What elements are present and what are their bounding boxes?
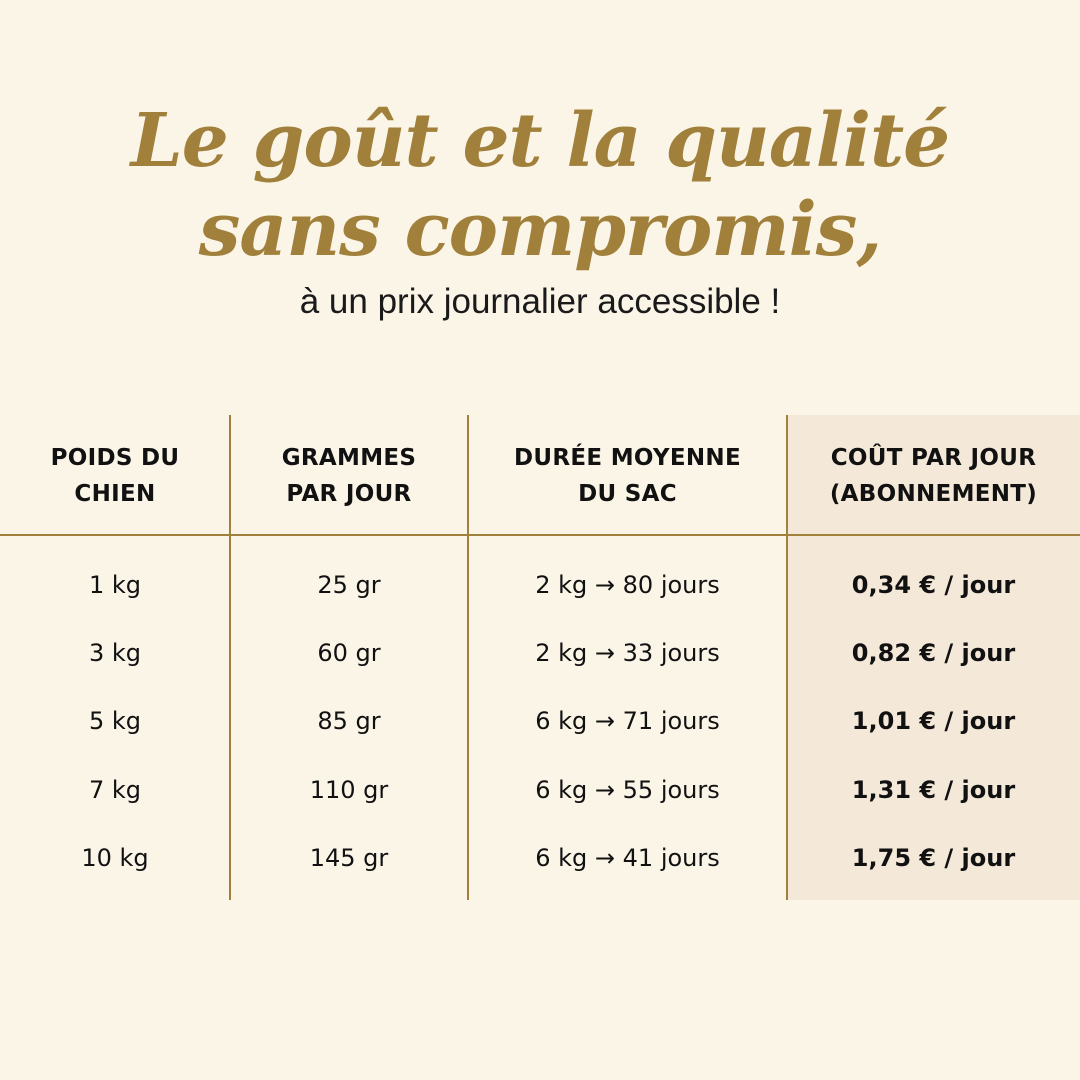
cell-grams-per-day: 60 gr bbox=[317, 639, 381, 667]
header-cost-per-day-line-2: (ABONNEMENT) bbox=[829, 481, 1038, 507]
cell-dog-weight: 5 kg bbox=[88, 707, 142, 735]
cell-grams-per-day: 85 gr bbox=[317, 707, 381, 735]
header-cost-per-day bbox=[787, 438, 1080, 514]
cell-bag-duration: 2 kg → 80 jours bbox=[535, 571, 720, 599]
cell-bag-duration: 6 kg → 41 jours bbox=[535, 844, 720, 872]
cell-cost-per-day: 0,34 € / jour bbox=[851, 571, 1016, 599]
cell-dog-weight: 7 kg bbox=[88, 776, 142, 804]
cell-bag-duration: 6 kg → 55 jours bbox=[535, 776, 720, 804]
cell-cost-per-day: 0,82 € / jour bbox=[851, 639, 1016, 667]
header-dog-weight-line-1: POIDS DU bbox=[50, 445, 180, 471]
header-grams-per-day-line-1: GRAMMES bbox=[281, 445, 417, 471]
cell-grams-per-day: 145 gr bbox=[309, 844, 389, 872]
cell-cost-per-day: 1,01 € / jour bbox=[851, 707, 1016, 735]
header-bag-duration-line-1: DURÉE MOYENNE bbox=[513, 445, 741, 471]
cell-grams-per-day: 110 gr bbox=[309, 776, 389, 804]
cell-cost-per-day: 1,31 € / jour bbox=[851, 776, 1016, 804]
headline-line-2: sans compromis, bbox=[198, 187, 882, 273]
cell-dog-weight: 10 kg bbox=[81, 844, 149, 872]
header-dog-weight-line-2: CHIEN bbox=[74, 481, 156, 507]
cell-cost-per-day: 1,75 € / jour bbox=[851, 844, 1016, 872]
header-grams-per-day-line-2: PAR JOUR bbox=[286, 481, 412, 507]
header-dog-weight bbox=[0, 438, 230, 514]
header-divider bbox=[0, 534, 1080, 536]
header-cost-per-day-line-1: COÛT PAR JOUR bbox=[830, 445, 1037, 471]
subtitle: à un prix journalier accessible ! bbox=[299, 282, 781, 321]
cell-bag-duration: 2 kg → 33 jours bbox=[535, 639, 720, 667]
header-bag-duration-line-2: DU SAC bbox=[578, 481, 677, 507]
cell-dog-weight: 3 kg bbox=[88, 639, 142, 667]
headline-line-1: Le goût et la qualité bbox=[130, 98, 950, 184]
cell-bag-duration: 6 kg → 71 jours bbox=[535, 707, 720, 735]
cell-grams-per-day: 25 gr bbox=[317, 571, 381, 599]
cell-dog-weight: 1 kg bbox=[88, 571, 142, 599]
header-grams-per-day bbox=[230, 438, 468, 514]
header-bag-duration bbox=[468, 438, 787, 514]
